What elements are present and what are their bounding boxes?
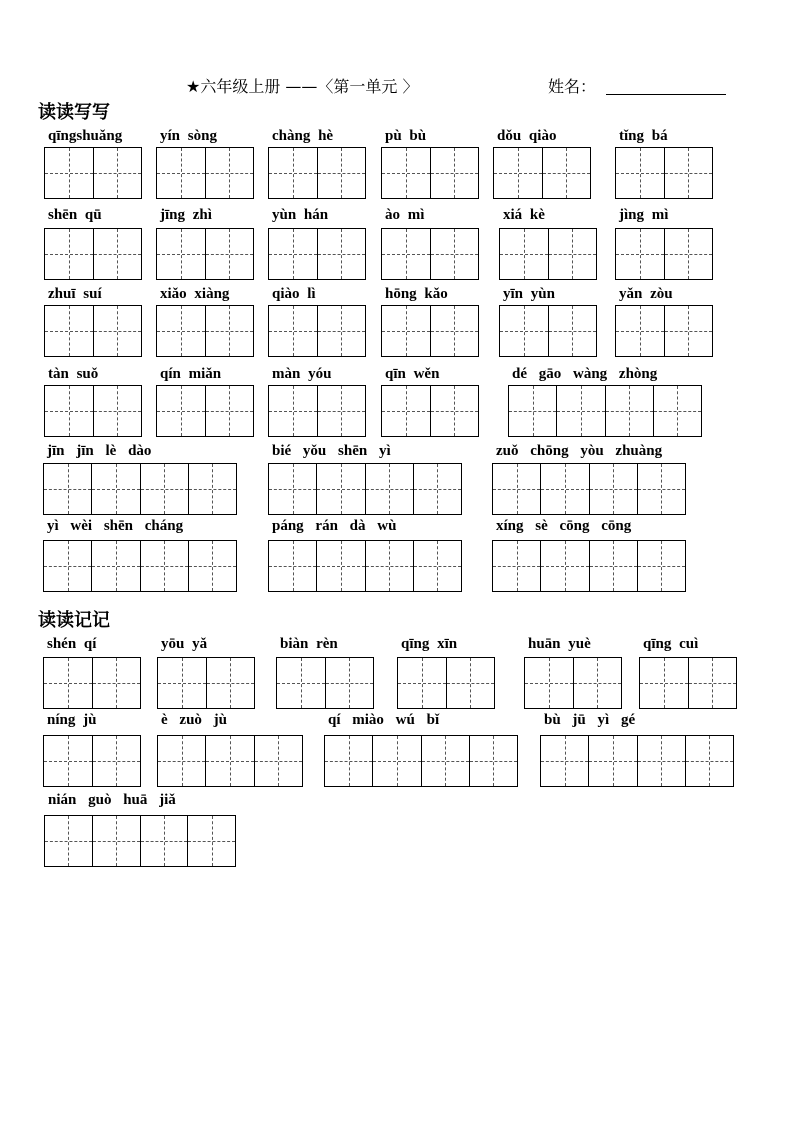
- tianzige-cell[interactable]: [541, 736, 589, 786]
- character-writing-box[interactable]: [381, 147, 479, 199]
- character-writing-box[interactable]: [499, 305, 597, 357]
- word-pinyin: yùn hán: [272, 207, 329, 223]
- character-writing-box[interactable]: [540, 735, 734, 787]
- tianzige-cell[interactable]: [188, 816, 235, 866]
- tianzige-cell[interactable]: [590, 541, 638, 591]
- word-pinyin: biàn rèn: [280, 636, 338, 652]
- tianzige-cell[interactable]: [382, 148, 431, 198]
- tianzige-cell[interactable]: [44, 464, 92, 514]
- word-pinyin: ào mì: [385, 207, 425, 223]
- tianzige-cell[interactable]: [157, 386, 206, 436]
- worksheet-title: ★六年级上册 ——〈第一单元 〉: [186, 77, 419, 96]
- tianzige-cell[interactable]: [326, 658, 374, 708]
- tianzige-cell[interactable]: [92, 541, 140, 591]
- tianzige-cell[interactable]: [665, 306, 713, 356]
- character-writing-box[interactable]: [44, 305, 142, 357]
- word-pinyin: qīng xīn: [401, 636, 458, 652]
- tianzige-cell[interactable]: [206, 229, 254, 279]
- word-pinyin: xiǎo xiàng: [160, 286, 230, 302]
- tianzige-cell[interactable]: [157, 229, 206, 279]
- name-blank-line[interactable]: [606, 92, 726, 95]
- character-writing-box[interactable]: [156, 385, 254, 437]
- tianzige-cell[interactable]: [141, 464, 189, 514]
- character-writing-box[interactable]: [268, 305, 366, 357]
- tianzige-cell[interactable]: [686, 736, 733, 786]
- tianzige-cell[interactable]: [325, 736, 373, 786]
- word-pinyin: qí miào wú bǐ: [328, 712, 440, 728]
- tianzige-cell[interactable]: [366, 541, 414, 591]
- tianzige-cell[interactable]: [44, 658, 93, 708]
- tianzige-cell[interactable]: [318, 386, 366, 436]
- tianzige-cell[interactable]: [206, 386, 254, 436]
- tianzige-cell[interactable]: [525, 658, 574, 708]
- tianzige-cell[interactable]: [206, 306, 254, 356]
- word-pinyin: xíng sè cōng cōng: [496, 518, 632, 534]
- tianzige-cell[interactable]: [44, 736, 93, 786]
- tianzige-cell[interactable]: [640, 658, 689, 708]
- tianzige-cell[interactable]: [317, 464, 365, 514]
- word-pinyin: tǐng bá: [619, 128, 668, 144]
- tianzige-cell[interactable]: [616, 148, 665, 198]
- character-writing-box[interactable]: [156, 147, 254, 199]
- tianzige-cell[interactable]: [255, 736, 302, 786]
- tianzige-cell[interactable]: [689, 658, 737, 708]
- word-pinyin: bié yǒu shēn yì: [272, 443, 391, 459]
- section-title-read-write: 读读写写: [38, 102, 110, 123]
- tianzige-cell[interactable]: [616, 229, 665, 279]
- character-writing-box[interactable]: [268, 147, 366, 199]
- word-pinyin: zhuī suí: [48, 286, 102, 302]
- tianzige-cell[interactable]: [94, 386, 142, 436]
- word-pinyin: dǒu qiào: [497, 128, 557, 144]
- character-writing-box[interactable]: [156, 305, 254, 357]
- tianzige-cell[interactable]: [94, 148, 142, 198]
- tianzige-cell[interactable]: [543, 148, 591, 198]
- character-writing-box[interactable]: [44, 385, 142, 437]
- tianzige-cell[interactable]: [431, 306, 479, 356]
- tianzige-cell[interactable]: [638, 736, 686, 786]
- character-writing-box[interactable]: [43, 735, 141, 787]
- tianzige-cell[interactable]: [470, 736, 517, 786]
- tianzige-cell[interactable]: [269, 306, 318, 356]
- tianzige-cell[interactable]: [44, 541, 92, 591]
- tianzige-cell[interactable]: [447, 658, 495, 708]
- word-pinyin: jīn jīn lè dào: [47, 443, 152, 459]
- word-pinyin: xiá kè: [503, 207, 545, 223]
- character-writing-box[interactable]: [268, 463, 462, 515]
- tianzige-cell[interactable]: [541, 464, 589, 514]
- tianzige-cell[interactable]: [665, 148, 713, 198]
- word-pinyin: è zuò jù: [161, 712, 227, 728]
- word-pinyin: hōng kǎo: [385, 286, 448, 302]
- character-writing-box[interactable]: [44, 815, 236, 867]
- word-pinyin: màn yóu: [272, 366, 332, 382]
- tianzige-cell[interactable]: [94, 306, 142, 356]
- tianzige-cell[interactable]: [549, 306, 597, 356]
- tianzige-cell[interactable]: [606, 386, 654, 436]
- character-writing-box[interactable]: [157, 657, 255, 709]
- tianzige-cell[interactable]: [93, 816, 141, 866]
- tianzige-cell[interactable]: [431, 148, 479, 198]
- tianzige-cell[interactable]: [509, 386, 557, 436]
- tianzige-cell[interactable]: [45, 229, 94, 279]
- word-pinyin: tàn suǒ: [48, 366, 99, 382]
- word-pinyin: qīngshuǎng: [48, 128, 123, 144]
- word-pinyin: chàng hè: [272, 128, 334, 144]
- tianzige-cell[interactable]: [45, 816, 93, 866]
- character-writing-box[interactable]: [44, 147, 142, 199]
- tianzige-cell[interactable]: [317, 541, 365, 591]
- word-pinyin: huān yuè: [528, 636, 591, 652]
- tianzige-cell[interactable]: [189, 541, 236, 591]
- character-writing-box[interactable]: [381, 385, 479, 437]
- word-pinyin: yì wèi shēn cháng: [47, 518, 184, 534]
- word-pinyin: yīn yùn: [503, 286, 555, 302]
- tianzige-cell[interactable]: [638, 541, 685, 591]
- tianzige-cell[interactable]: [638, 464, 685, 514]
- tianzige-cell[interactable]: [157, 306, 206, 356]
- tianzige-cell[interactable]: [269, 464, 317, 514]
- tianzige-cell[interactable]: [422, 736, 470, 786]
- tianzige-cell[interactable]: [158, 658, 207, 708]
- tianzige-cell[interactable]: [382, 386, 431, 436]
- name-label: 姓名：: [548, 77, 597, 96]
- tianzige-cell[interactable]: [500, 306, 549, 356]
- word-pinyin: zuǒ chōng yòu zhuàng: [496, 443, 663, 459]
- character-writing-box[interactable]: [43, 657, 141, 709]
- character-writing-box[interactable]: [43, 463, 237, 515]
- tianzige-cell[interactable]: [616, 306, 665, 356]
- tianzige-cell[interactable]: [589, 736, 637, 786]
- tianzige-cell[interactable]: [373, 736, 421, 786]
- tianzige-cell[interactable]: [557, 386, 605, 436]
- tianzige-cell[interactable]: [414, 541, 461, 591]
- word-pinyin: jìng mì: [619, 207, 669, 223]
- word-pinyin: yōu yǎ: [161, 636, 208, 652]
- tianzige-cell[interactable]: [493, 541, 541, 591]
- tianzige-cell[interactable]: [665, 229, 713, 279]
- character-writing-box[interactable]: [268, 228, 366, 280]
- tianzige-cell[interactable]: [141, 816, 189, 866]
- character-writing-box[interactable]: [268, 540, 462, 592]
- tianzige-cell[interactable]: [382, 229, 431, 279]
- tianzige-cell[interactable]: [93, 658, 141, 708]
- tianzige-cell[interactable]: [45, 386, 94, 436]
- tianzige-cell[interactable]: [92, 464, 140, 514]
- tianzige-cell[interactable]: [157, 148, 206, 198]
- character-writing-box[interactable]: [276, 657, 374, 709]
- tianzige-cell[interactable]: [318, 306, 366, 356]
- word-pinyin: dé gāo wàng zhòng: [512, 366, 658, 382]
- tianzige-cell[interactable]: [269, 229, 318, 279]
- tianzige-cell[interactable]: [207, 658, 255, 708]
- word-pinyin: yǎn zòu: [619, 286, 673, 302]
- character-writing-box[interactable]: [156, 228, 254, 280]
- tianzige-cell[interactable]: [277, 658, 326, 708]
- character-writing-box[interactable]: [492, 463, 686, 515]
- tianzige-cell[interactable]: [158, 736, 206, 786]
- tianzige-cell[interactable]: [93, 736, 141, 786]
- word-pinyin: shēn qū: [48, 207, 102, 223]
- character-writing-box[interactable]: [381, 305, 479, 357]
- character-writing-box[interactable]: [615, 305, 713, 357]
- tianzige-cell[interactable]: [574, 658, 622, 708]
- tianzige-cell[interactable]: [206, 148, 254, 198]
- tianzige-cell[interactable]: [318, 148, 366, 198]
- tianzige-cell[interactable]: [414, 464, 461, 514]
- tianzige-cell[interactable]: [94, 229, 142, 279]
- character-writing-box[interactable]: [615, 228, 713, 280]
- tianzige-cell[interactable]: [206, 736, 254, 786]
- tianzige-cell[interactable]: [366, 464, 414, 514]
- word-pinyin: bù jū yì gé: [544, 712, 636, 728]
- character-writing-box[interactable]: [381, 228, 479, 280]
- tianzige-cell[interactable]: [493, 464, 541, 514]
- tianzige-cell[interactable]: [318, 229, 366, 279]
- word-pinyin: qín miǎn: [160, 366, 222, 382]
- section-title-read-remember: 读读记记: [38, 610, 110, 631]
- tianzige-cell[interactable]: [382, 306, 431, 356]
- tianzige-cell[interactable]: [431, 229, 479, 279]
- character-writing-box[interactable]: [157, 735, 303, 787]
- character-writing-box[interactable]: [493, 147, 591, 199]
- word-pinyin: jīng zhì: [160, 207, 212, 223]
- tianzige-cell[interactable]: [45, 148, 94, 198]
- tianzige-cell[interactable]: [500, 229, 549, 279]
- character-writing-box[interactable]: [44, 228, 142, 280]
- tianzige-cell[interactable]: [549, 229, 597, 279]
- tianzige-cell[interactable]: [494, 148, 543, 198]
- word-pinyin: qīn wěn: [385, 366, 440, 382]
- character-writing-box[interactable]: [524, 657, 622, 709]
- word-pinyin: níng jù: [47, 712, 97, 728]
- tianzige-cell[interactable]: [654, 386, 701, 436]
- tianzige-cell[interactable]: [189, 464, 236, 514]
- word-pinyin: shén qí: [47, 636, 97, 652]
- word-pinyin: nián guò huā jiǎ: [48, 792, 176, 808]
- character-writing-box[interactable]: [499, 228, 597, 280]
- tianzige-cell[interactable]: [431, 386, 479, 436]
- tianzige-cell[interactable]: [541, 541, 589, 591]
- character-writing-box[interactable]: [492, 540, 686, 592]
- tianzige-cell[interactable]: [269, 541, 317, 591]
- character-writing-box[interactable]: [268, 385, 366, 437]
- word-pinyin: pù bù: [385, 128, 427, 144]
- character-writing-box[interactable]: [324, 735, 518, 787]
- tianzige-cell[interactable]: [141, 541, 189, 591]
- word-pinyin: qiào lì: [272, 286, 316, 302]
- character-writing-box[interactable]: [508, 385, 702, 437]
- character-writing-box[interactable]: [43, 540, 237, 592]
- word-pinyin: qīng cuì: [643, 636, 699, 652]
- word-pinyin: yín sòng: [160, 128, 217, 144]
- tianzige-cell[interactable]: [45, 306, 94, 356]
- word-pinyin: páng rán dà wù: [272, 518, 397, 534]
- character-writing-box[interactable]: [639, 657, 737, 709]
- tianzige-cell[interactable]: [269, 386, 318, 436]
- tianzige-cell[interactable]: [590, 464, 638, 514]
- tianzige-cell[interactable]: [269, 148, 318, 198]
- character-writing-box[interactable]: [397, 657, 495, 709]
- character-writing-box[interactable]: [615, 147, 713, 199]
- tianzige-cell[interactable]: [398, 658, 447, 708]
